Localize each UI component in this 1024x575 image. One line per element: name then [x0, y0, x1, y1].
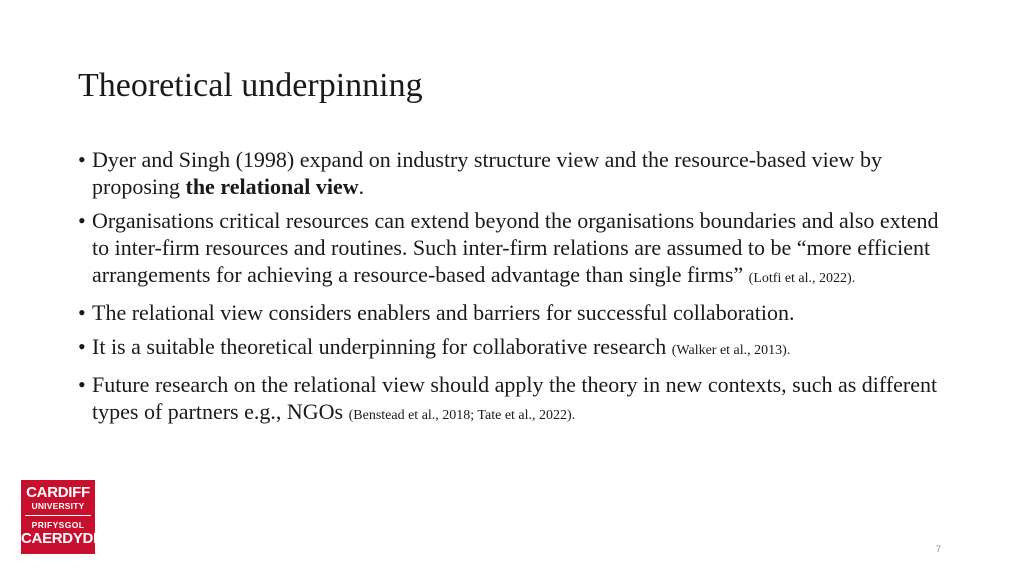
bullet-marker: •: [78, 300, 86, 325]
bullet-marker: •: [78, 372, 86, 397]
university-logo: [21, 480, 104, 554]
bullet-item: [78, 371, 958, 429]
bullet-emphasis: the relational view: [185, 174, 359, 199]
logo-text-prifysgol: PRIFYSGOL: [31, 520, 85, 530]
bullet-item: [78, 299, 958, 326]
citation: (Walker et al., 2013).: [671, 343, 791, 358]
logo-text-university: UNIVERSITY: [31, 501, 85, 511]
bullet-text: Dyer and Singh (1998) expand on industry structure view and the resource-based view by proposing: [92, 147, 882, 199]
bullet-text-end: .: [358, 174, 365, 199]
logo-divider: [25, 515, 91, 516]
bullet-marker: •: [78, 334, 86, 359]
bullet-text: Organisations critical resources can extend beyond the organisations boundaries and also extend to inter-firm resources and routines. Such inter-firm relations are assumed to be “more efficient arrangements for achieving a resource-based advantage than single firms”: [92, 208, 939, 287]
slide-title: Theoretical underpinning: [78, 67, 423, 104]
bullet-text: The relational view considers enablers and barriers for successful collaboration.: [92, 300, 795, 325]
citation: (Lotfi et al., 2022).: [748, 271, 856, 286]
page-number: 7: [936, 544, 942, 554]
bullet-item: [78, 333, 958, 364]
logo-text-caerdydd: CAERDYDD: [21, 530, 104, 547]
bullet-item: [78, 207, 958, 292]
bullet-item: [78, 146, 958, 200]
citation: (Benstead et al., 2018; Tate et al., 2022).: [348, 408, 576, 423]
bullet-list: [78, 146, 958, 436]
logo-text-cardiff: CARDIFF: [26, 484, 90, 501]
bullet-text: Future research on the relational view should apply the theory in new contexts, such as different types of partners e.g., NGOs: [92, 372, 938, 424]
bullet-text: It is a suitable theoretical underpinning for collaborative research: [92, 334, 672, 359]
bullet-marker: •: [78, 208, 86, 233]
bullet-marker: •: [78, 147, 86, 172]
